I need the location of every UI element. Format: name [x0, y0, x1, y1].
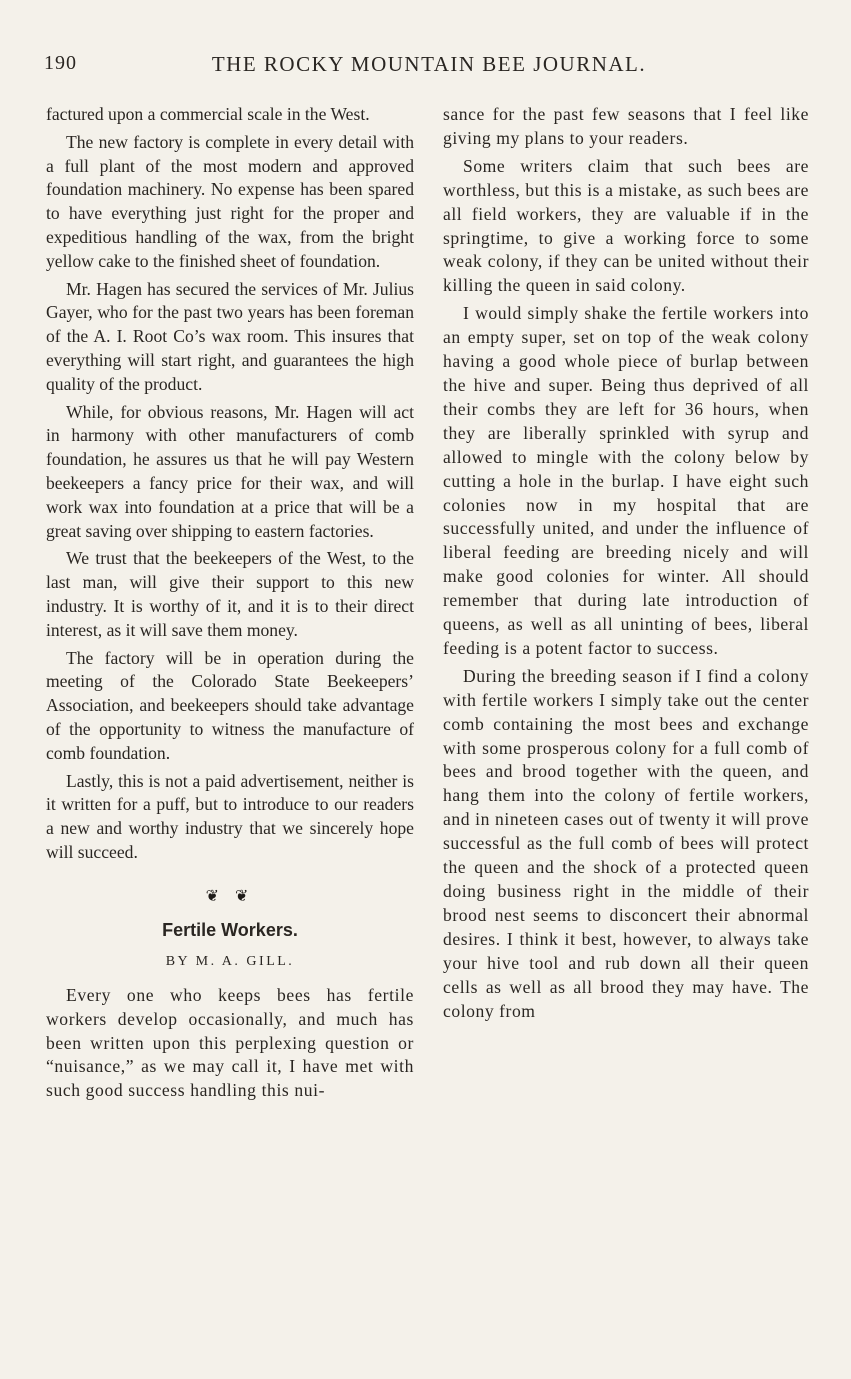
paragraph: The new factory is complete in every detail with a full plant of the most modern and approved foundation machinery. No expense has been spared to have everything just right for the proper and expeditious handling of the wax, from the bright yellow cake to the finished sheet of foundation. — [46, 131, 414, 271]
right-column — [443, 103, 809, 1027]
paragraph: While, for obvious reasons, Mr. Hagen will act in harmony with other manufacturers of comb foundation, he assures us that he will pay Western beekeepers a fancy price for their wax, and will work wax into foundation at a price that will be a great saving over shipping to eastern factories. — [46, 401, 414, 541]
page-header — [44, 52, 814, 82]
paragraph: I would simply shake the fertile workers into an empty super, set on top of the weak colony having a good whole piece of burlap between the hive and super. Being thus deprived of all their combs they are left for 36 hours, when they are liberally sprinkled with syrup and allowed to mingle with the colony below by cutting a hole in the burlap. I have eight such colonies now in my hospital that are successfully united, and under the influence of liberal feeding are breeding nicely and will make good colonies for winter. All should remember that during late introduction of queens, as well as all uninting of bees, liberal feeding is a potent factor to success. — [443, 303, 809, 658]
paragraph: During the breeding season if I find a colony with fertile workers I simply take out the center comb containing the most bees and exchange with some prosperous colony for a full comb of bees and brood together with the queen, and hang them into the colony of fertile workers, and in nineteen cases out of twenty it will prove successful as the full comb of bees will protect the queen and the shock of a protected queen doing business right in the middle of their brood nest seems to disconcert their abnormal desires. I think it best, however, to always take your hive tool and rub down all their queen cells as well as all brood they may have. The colony from — [443, 665, 809, 1021]
journal-title: THE ROCKY MOUNTAIN BEE JOURNAL. — [211, 52, 647, 76]
page-number: 190 — [44, 52, 77, 74]
paragraph: Mr. Hagen has secured the services of Mr. Julius Gayer, who for the past two years has been foreman of the A. I. Root Co’s wax room. This insures that everything will start right, and guarantees the high quality of the product. — [46, 278, 414, 394]
article-byline: BY M. A. GILL. — [165, 954, 295, 970]
left-column — [46, 103, 414, 1107]
paragraph: factured upon a commercial scale in the West. — [46, 104, 370, 124]
article-title: Fertile Workers. — [162, 919, 298, 940]
ornament-divider-icon: ❦ ❦ — [205, 887, 255, 905]
paragraph: We trust that the beekeepers of the West, to the last man, will give their support to this new industry. It is worthy of it, and it is to their direct interest, as it will save them money. — [46, 548, 414, 640]
paragraph: Every one who keeps bees has fertile workers develop occasionally, and much has been written upon this perplexing question or “nuisance,” as we may call it, I have met with such good success handling this nui- — [46, 985, 414, 1101]
paragraph: Lastly, this is not a paid advertisement, neither is it written for a puff, but to introduce to our readers a new and worthy industry that we sincerely hope will succeed. — [46, 770, 414, 862]
paragraph: sance for the past few seasons that I feel like giving my plans to your readers. — [443, 104, 809, 148]
paragraph: Some writers claim that such bees are worthless, but this is a mistake, as such bees are all field workers, they are valuable if in the springtime, to give a working force to some weak colony, if they can be united without their killing the queen in said colony. — [443, 155, 809, 296]
paragraph: The factory will be in operation during the meeting of the Colorado State Beekeepers’ Association, and beekeepers should take advantage of the opportunity to witness the manufacture of comb foundation. — [46, 647, 414, 763]
